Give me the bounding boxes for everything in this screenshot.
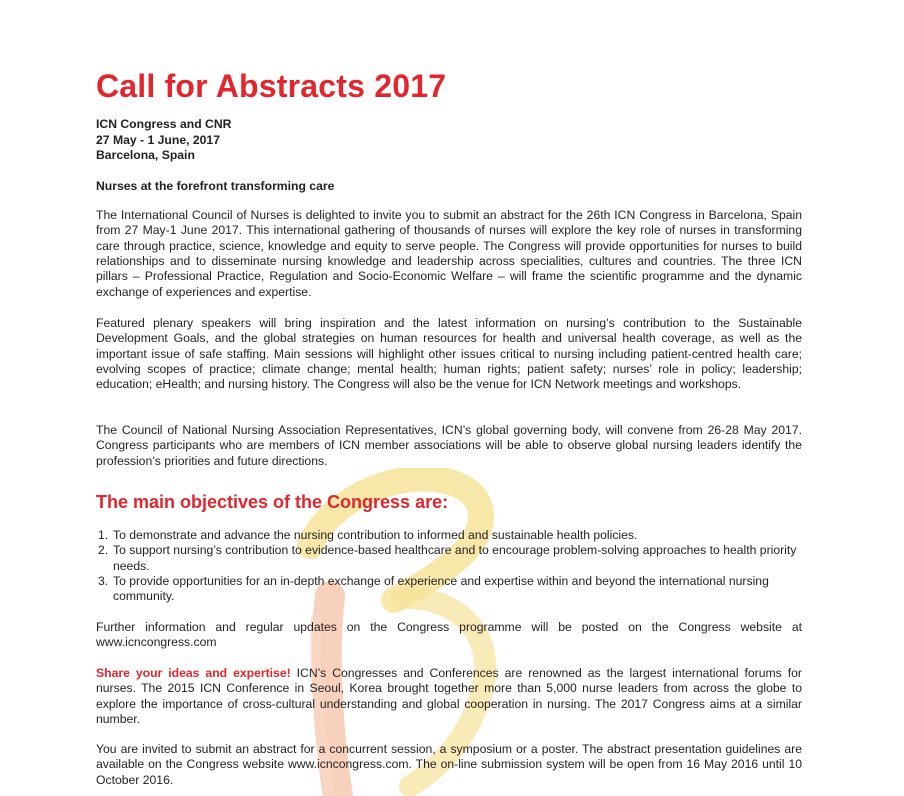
share-lead: Share your ideas and expertise!	[96, 666, 291, 680]
list-item-number: 2.	[98, 543, 109, 558]
speakers-paragraph: Featured plenary speakers will bring inspiration and the latest information on nursing’s contribution to the Sustainable Development Goals, and the global strategies on human resources for health and universal health coverage, as well as the important issue of safe staffing. Main sessions will highlight other issues critical to nursing including patient-centred health care; evolving scopes of practice; climate change; mental health; human rights; patient safety; nurses’ role in policy; leadership; education; eHealth; and nursing history. The Congress will also be the venue for ICN Network meetings and workshops.	[96, 316, 802, 392]
list-item-number: 1.	[98, 528, 109, 542]
list-item-text: To provide opportunities for an in-depth exchange of experience and expertise within and beyond the international nursing community.	[113, 574, 769, 604]
list-item-text: To support nursing’s contribution to evidence-based healthcare and to encourage problem-solving approaches to health priority needs.	[113, 543, 797, 573]
share-text: ICN’s Congresses and Conferences are renowned as the largest international forums for nurses. The 2015 ICN Conference in Seoul, Korea brought together more than 5,000 nurse leaders from across the globe to explore the importance of cross-cultural understanding and global cooperation in nursing. The 2017 Congress aims at a similar number.	[96, 666, 802, 727]
objectives-list	[96, 528, 802, 605]
intro-paragraph: The International Council of Nurses is delighted to invite you to submit an abstract for the 26th ICN Congress in Barcelona, Spain from 27 May-1 June 2017. This international gathering of thousands of nurses will explore the key role of nurses in transforming care through practice, science, knowledge and equity to serve people. The Congress will provide opportunities for nurses to build relationships and to disseminate nursing knowledge and leadership across specialities, cultures and countries. The three ICN pillars – Professional Practice, Regulation and Socio-Economic Welfare – will frame the scientific programme and the dynamic exchange of experiences and expertise.	[96, 208, 802, 299]
document-title: Call for Abstracts 2017	[96, 68, 447, 104]
event-info	[96, 117, 231, 164]
list-item	[96, 574, 802, 605]
event-location: Barcelona, Spain	[96, 148, 195, 162]
cnr-paragraph: The Council of National Nursing Association Representatives, ICN’s global governing body, will convene from 26-28 May 2017. Congress participants who are members of ICN member associations will be able to observe global nursing leaders identify the profession’s priorities and future directions.	[96, 423, 802, 468]
list-item-text: To demonstrate and advance the nursing contribution to informed and sustainable health policies.	[113, 528, 638, 542]
invite-paragraph: You are invited to submit an abstract for a concurrent session, a symposium or a poster. The abstract presentation guidelines are available on the Congress website www.icncongress.com. The on-line submission system will be open from 16 May 2016 until 10 October 2016.	[96, 742, 802, 787]
congress-theme: Nurses at the forefront transforming care	[96, 179, 335, 193]
list-item-number: 3.	[98, 574, 109, 589]
further-info-paragraph: Further information and regular updates on the Congress programme will be posted on the Congress website at www.icncongress.com	[96, 620, 802, 650]
event-name: ICN Congress and CNR	[96, 117, 232, 131]
list-item	[96, 528, 802, 543]
list-item	[96, 543, 802, 574]
event-dates: 27 May - 1 June, 2017	[96, 132, 220, 147]
share-paragraph	[96, 666, 802, 727]
objectives-heading: The main objectives of the Congress are:	[96, 492, 449, 512]
